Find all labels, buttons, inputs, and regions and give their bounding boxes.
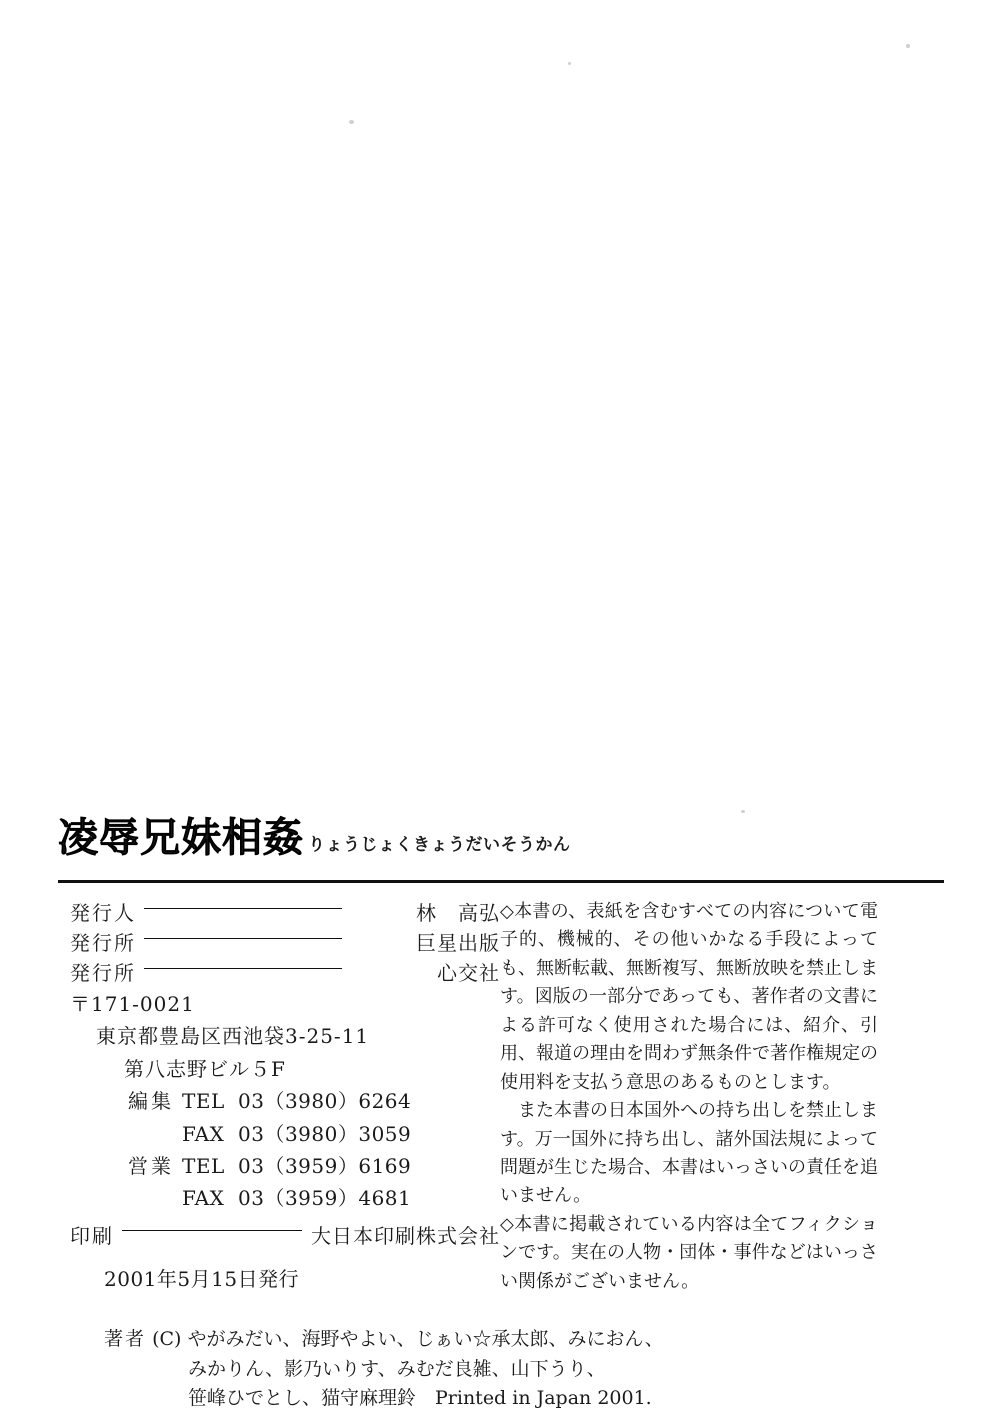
contact-number: 03（3980）6264 [238,1089,412,1114]
printer-value: 大日本印刷株式会社 [311,1223,500,1248]
contact-dept: 編集 [128,1089,174,1114]
imprint-row [70,928,500,958]
authors-line-1: やがみだい、海野やよい、じぁい☆承太郎、みにおん、 [187,1328,664,1351]
contact-number: 03（3959）4681 [238,1186,412,1211]
printer-label: 印刷 [70,1223,114,1248]
contact-row [70,1150,500,1182]
contact-number: 03（3980）3059 [238,1121,412,1146]
imprint-row [70,958,500,988]
scan-speck [349,120,354,124]
contact-kind: TEL [182,1089,225,1114]
contact-kind: FAX [182,1186,225,1211]
authors-block [70,1325,664,1413]
authors-line-3: 笹峰ひでとし、猫守麻理鈴 Printed in Japan 2001. [188,1387,652,1409]
book-title: 凌辱兄妹相姦 [58,814,304,861]
imprint-label: 発行所 [70,930,136,955]
leader-rule [122,1230,302,1231]
legal-paragraph-2: また本書の日本国外への持ち出しを禁止します。万一国外に持ち出し、諸外国法規によって問題が生じた場合、本書はいっさいの責任を追いません。 [500,1100,878,1207]
legal-column [500,898,930,1413]
leader-rule [144,938,342,939]
contact-row [70,1118,500,1150]
imprint-row [70,898,500,928]
issue-date: 2001年5月15日発行 [104,1266,300,1291]
imprint-value: 巨星出版 [416,930,500,955]
imprint-value: 心交社 [437,960,500,985]
postal-code: 〒171-0021 [70,992,195,1016]
imprint-value: 林 高弘 [416,900,500,925]
contact-row [70,1182,500,1214]
scan-speck [741,810,745,813]
authors-first-line [104,1325,664,1354]
contact-kind: TEL [182,1153,225,1178]
imprint-label: 発行所 [70,960,136,985]
imprint-label: 発行人 [70,900,136,925]
copyright-mark: (C) [152,1328,182,1351]
printer-row [70,1221,500,1251]
contact-dept: 営業 [128,1153,174,1178]
title-divider [58,880,944,883]
colophon-columns [0,898,1000,1413]
contact-row [70,1085,500,1117]
legal-paragraph-1: ◇本書の、表紙を含むすべての内容について電子的、機械的、その他いかなる手段によっても、無断転載、無断複写、無断放映を禁止します。図版の一部分であっても、著作者の文書による許可なく使用された場合には、紹介、引用、報道の理由を問わず無条件で著作権規定の使用料を支払う意思のあるものとします。 [500,901,878,1093]
authors-label: 著者 [104,1328,147,1351]
book-title-row [58,814,948,861]
contact-dept [70,1182,182,1214]
contact-number: 03（3959）6169 [238,1153,412,1178]
book-title-ruby: りょうじょくきょうだいそうかん [308,835,571,855]
legal-paragraph-3: ◇本書に掲載されている内容は全てフィクションです。実在の人物・団体・事件などはいっさい関係がございません。 [500,1213,878,1292]
scan-speck [568,62,571,65]
imprint-column [0,898,664,1413]
scan-speck [906,44,910,48]
contact-dept [70,1118,182,1150]
address-line-2: 第八志野ビル５F [124,1056,286,1081]
contact-kind: FAX [182,1121,225,1146]
authors-line-2: みかりん、影乃いりす、みむだ良雑、山下うり、 [188,1357,606,1380]
leader-rule [144,968,342,969]
address-line-1: 東京都豊島区西池袋3-25-11 [96,1024,370,1049]
leader-rule [144,908,342,909]
